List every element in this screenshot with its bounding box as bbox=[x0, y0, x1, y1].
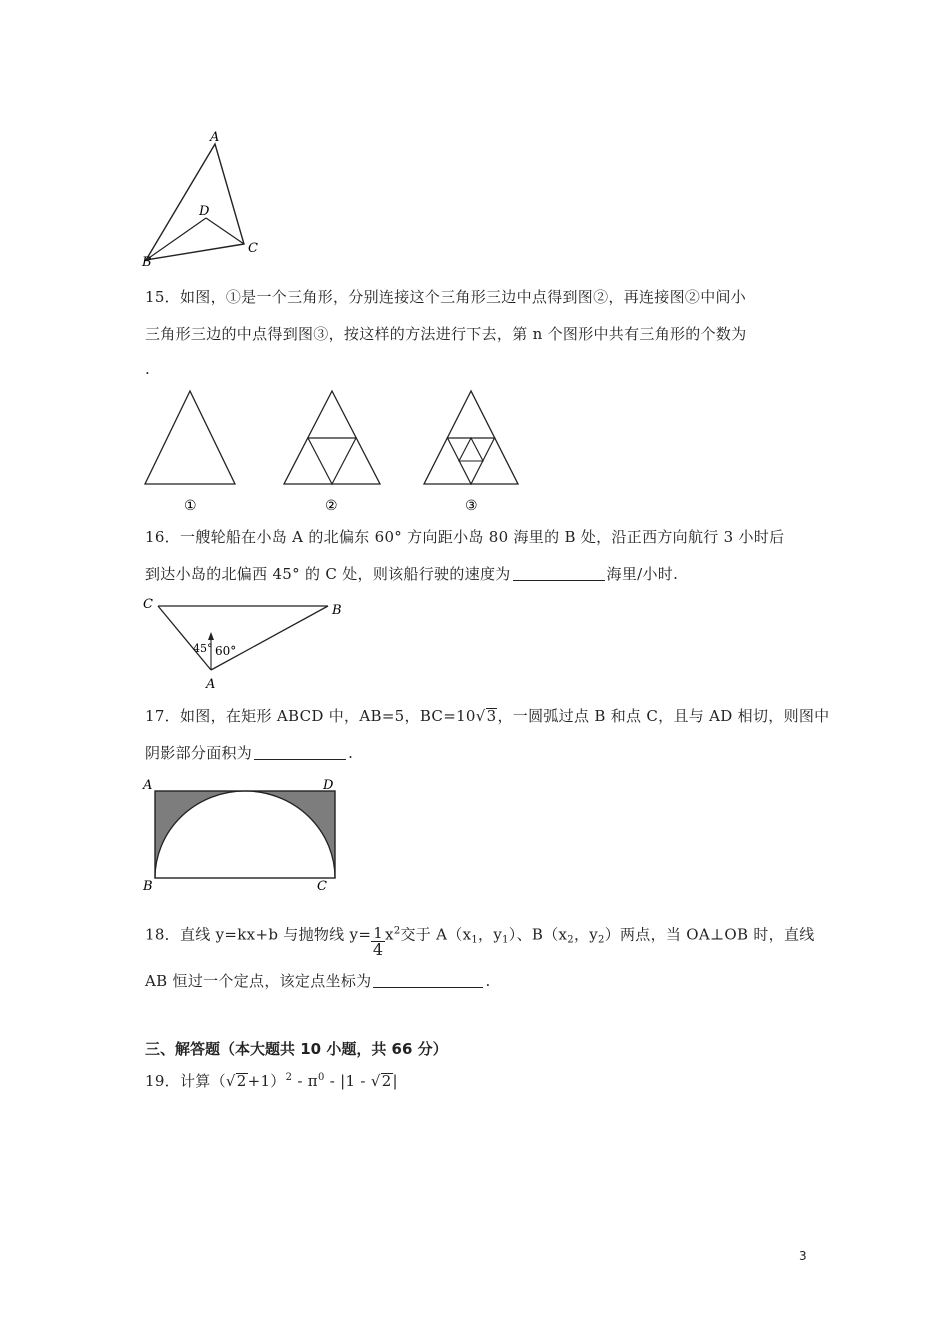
q15-line3: . bbox=[145, 360, 151, 378]
segment-bd bbox=[146, 218, 206, 260]
fraction-denominator: 4 bbox=[372, 940, 384, 959]
figure-rectangle-arc bbox=[140, 774, 340, 894]
label-fig1: ① bbox=[184, 498, 197, 514]
shaded-region-right bbox=[245, 791, 335, 878]
sqrt-icon: √2 bbox=[370, 1072, 392, 1090]
shaded-region-left bbox=[155, 791, 245, 878]
fraction-one-quarter bbox=[371, 926, 385, 957]
label-fig2: ② bbox=[325, 498, 338, 514]
q19-text-e: | bbox=[392, 1072, 398, 1090]
label-c: C bbox=[143, 597, 153, 612]
sqrt-icon: √3 bbox=[475, 707, 497, 725]
q18-text-c: ，y bbox=[478, 925, 503, 944]
q18-text-a: 18．直线 y=kx+b 与抛物线 y= bbox=[145, 925, 372, 944]
q18-sub-y1: 1 bbox=[502, 934, 509, 946]
segment-ca bbox=[158, 606, 211, 670]
q16-line2 bbox=[145, 563, 678, 584]
sqrt-radicand: 2 bbox=[381, 1072, 392, 1090]
fraction-numerator: 1 bbox=[373, 924, 384, 942]
label-a: A bbox=[206, 677, 216, 692]
q17-line1 bbox=[145, 705, 829, 726]
q19-text-a: 19．计算（ bbox=[145, 1072, 226, 1090]
q17-text-a: 17．如图，在矩形 ABCD 中，AB=5，BC=10 bbox=[145, 707, 476, 725]
q17-period: . bbox=[348, 744, 354, 762]
label-a: A bbox=[210, 130, 220, 145]
q18-sub-y2: 2 bbox=[598, 934, 605, 946]
q18-period: . bbox=[485, 972, 491, 990]
q19-exponent-0: 0 bbox=[317, 1072, 325, 1083]
sqrt-radicand: 2 bbox=[236, 1072, 247, 1090]
q18-text-d: ）、B（x bbox=[508, 925, 568, 944]
triangle-figure-3 bbox=[424, 391, 518, 484]
q17-text-c: 阴影部分面积为 bbox=[145, 744, 253, 762]
label-d: D bbox=[323, 778, 334, 793]
q18-var-x: x bbox=[385, 925, 394, 944]
q17-line2 bbox=[145, 742, 353, 763]
north-arrow-icon bbox=[208, 632, 214, 640]
label-fig3: ③ bbox=[465, 498, 478, 514]
q19-line bbox=[145, 1070, 398, 1091]
label-d: D bbox=[199, 204, 210, 219]
q18-text-g: AB 恒过一个定点，该定点坐标为 bbox=[145, 972, 372, 990]
triangle-figure-1 bbox=[145, 391, 235, 484]
q18-answer-blank[interactable] bbox=[373, 973, 483, 988]
label-b: B bbox=[142, 255, 152, 268]
label-a: A bbox=[143, 778, 153, 793]
q16-unit: 海里/小时. bbox=[606, 565, 679, 583]
sqrt-radicand: 3 bbox=[486, 707, 497, 725]
label-angle-45: 45° bbox=[193, 642, 213, 655]
segment-ab bbox=[211, 606, 328, 670]
q16-line2-text: 到达小岛的北偏西 45° 的 C 处，则该船行驶的速度为 bbox=[145, 565, 511, 583]
triangle-figure-2 bbox=[284, 391, 380, 484]
q18-line2 bbox=[145, 970, 491, 991]
q19-text-c: - π bbox=[292, 1072, 318, 1090]
q18-text-e: ，y bbox=[573, 925, 599, 944]
figure-triangle-abdc bbox=[140, 128, 270, 268]
label-b: B bbox=[332, 603, 342, 618]
section-heading: 三、解答题（本大题共 10 小题，共 66 分） bbox=[145, 1040, 448, 1058]
q15-line1: 15．如图，①是一个三角形，分别连接这个三角形三边中点得到图②，再连接图②中间小 bbox=[145, 288, 747, 306]
q19-text-d: - |1 - bbox=[324, 1072, 371, 1090]
q19-exponent-2: 2 bbox=[285, 1072, 293, 1083]
page-number: 3 bbox=[799, 1249, 807, 1263]
q18-sub-x1: 1 bbox=[471, 934, 479, 946]
q19-text-b: +1） bbox=[247, 1072, 286, 1090]
figure-navigation bbox=[140, 594, 350, 694]
label-angle-60: 60° bbox=[215, 644, 237, 658]
q17-text-b: ，一圆弧过点 B 和点 C，且与 AD 相切，则图中 bbox=[497, 707, 830, 725]
label-b: B bbox=[143, 879, 153, 894]
q16-answer-blank[interactable] bbox=[513, 566, 605, 581]
sqrt-icon: √2 bbox=[225, 1072, 247, 1090]
label-c: C bbox=[248, 241, 258, 256]
q18-text-b: 交于 A（x bbox=[400, 925, 472, 944]
q18-sub-x2: 2 bbox=[567, 934, 574, 946]
figure-triangle-sequence bbox=[140, 388, 525, 516]
q15-line2: 三角形三边的中点得到图③，按这样的方法进行下去，第 n 个图形中共有三角形的个数为 bbox=[145, 325, 747, 343]
q16-line1: 16．一艘轮船在小岛 A 的北偏东 60° 方向距小岛 80 海里的 B 处，沿正西方向航行 3 小时后 bbox=[145, 528, 785, 546]
q18-text-f: ）两点，当 OA⊥OB 时，直线 bbox=[604, 925, 815, 944]
q17-answer-blank[interactable] bbox=[254, 745, 346, 760]
triangle-abc bbox=[146, 144, 244, 260]
label-c: C bbox=[317, 879, 327, 894]
q18-line1 bbox=[145, 920, 815, 959]
q18-exponent: 2 bbox=[393, 925, 401, 937]
